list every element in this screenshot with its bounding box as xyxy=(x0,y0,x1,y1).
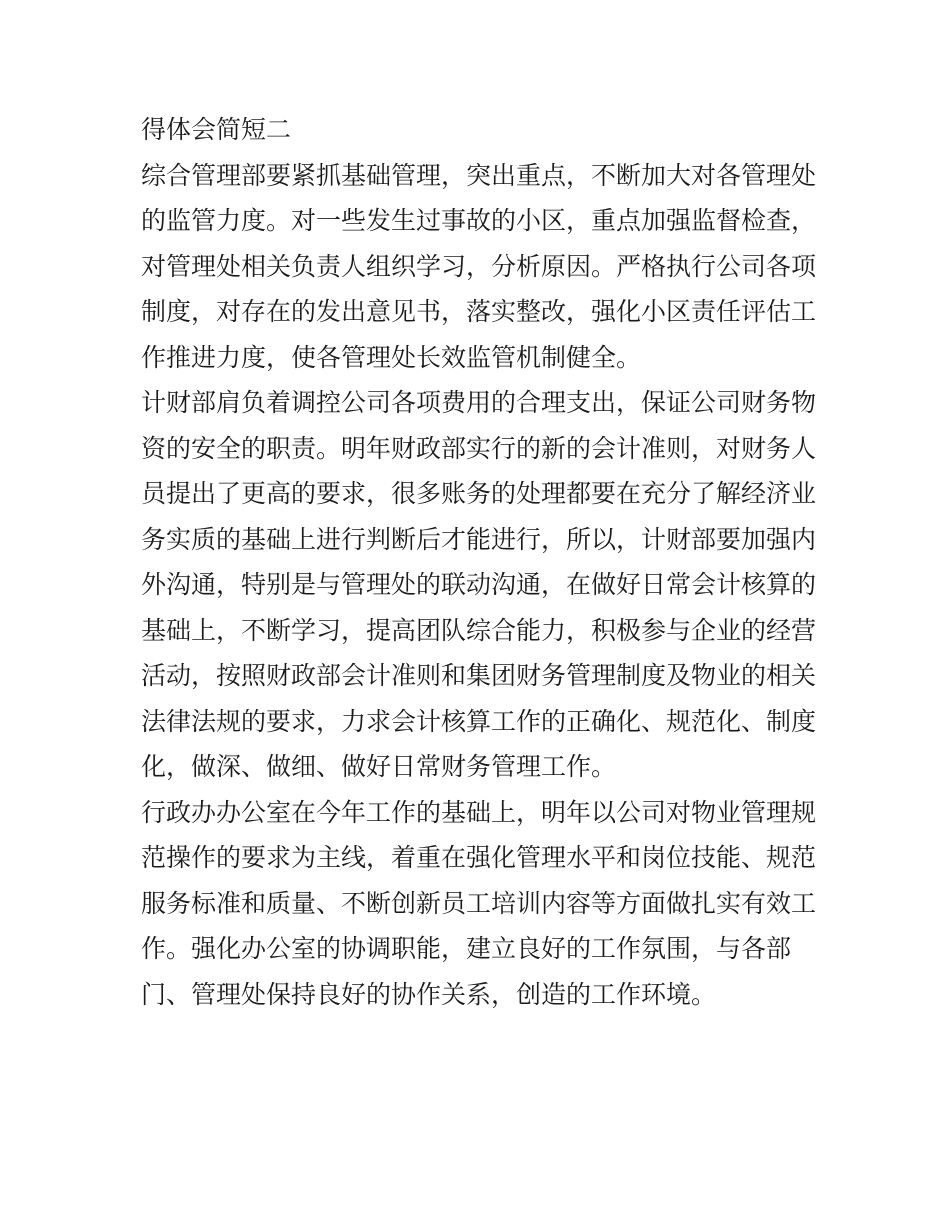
paragraph-1 xyxy=(141,153,821,381)
paragraph-line: 的监管力度。对一些发生过事故的小区，重点加强监督检查， xyxy=(141,206,817,235)
paragraph-line: 外沟通，特别是与管理处的联动沟通，在做好日常会计核算的 xyxy=(141,570,817,599)
paragraph-line: 制度，对存在的发出意见书，落实整改，强化小区责任评估工 xyxy=(141,297,817,326)
paragraph-line: 资的安全的职责。明年财政部实行的新的会计准则，对财务人 xyxy=(141,433,817,463)
document-body xyxy=(141,107,821,1017)
paragraph-line: 活动，按照财政部会计准则和集团财务管理制度及物业的相关 xyxy=(141,661,817,690)
paragraph-line: 综合管理部要紧抓基础管理，突出重点，不断加大对各管理处 xyxy=(141,160,817,190)
paragraph-line: 范操作的要求为主线，着重在强化管理水平和岗位技能、规范 xyxy=(141,843,817,872)
paragraph-line: 门、管理处保持良好的协作关系，创造的工作环境。 xyxy=(141,979,717,1009)
paragraph-3 xyxy=(141,790,821,1018)
paragraph-line: 计财部肩负着调控公司各项费用的合理支出，保证公司财务物 xyxy=(141,388,817,417)
paragraph-line: 员提出了更高的要求，很多账务的处理都要在充分了解经济业 xyxy=(141,479,817,508)
paragraph-line: 作。强化办公室的协调职能，建立良好的工作氛围，与各部 xyxy=(141,934,792,963)
paragraph-line: 基础上，不断学习，提高团队综合能力，积极参与企业的经营 xyxy=(141,615,817,645)
paragraph-line: 作推进力度，使各管理处长效监管机制健全。 xyxy=(141,342,642,372)
paragraph-line: 服务标准和质量、不断创新员工培训内容等方面做扎实有效工 xyxy=(141,888,817,918)
paragraph-2 xyxy=(141,380,821,790)
paragraph-line: 对管理处相关负责人组织学习，分析原因。严格执行公司各项 xyxy=(141,251,817,281)
paragraph-line: 化，做深、做细、做好日常财务管理工作。 xyxy=(141,752,617,781)
paragraph-line: 法律法规的要求，力求会计核算工作的正确化、规范化、制度 xyxy=(141,706,817,736)
document-heading: 得体会简短二 xyxy=(141,115,292,144)
paragraph-line: 务实质的基础上进行判断后才能进行，所以，计财部要加强内 xyxy=(141,524,817,554)
paragraph-line: 行政办办公室在今年工作的基础上，明年以公司对物业管理规 xyxy=(141,797,817,827)
